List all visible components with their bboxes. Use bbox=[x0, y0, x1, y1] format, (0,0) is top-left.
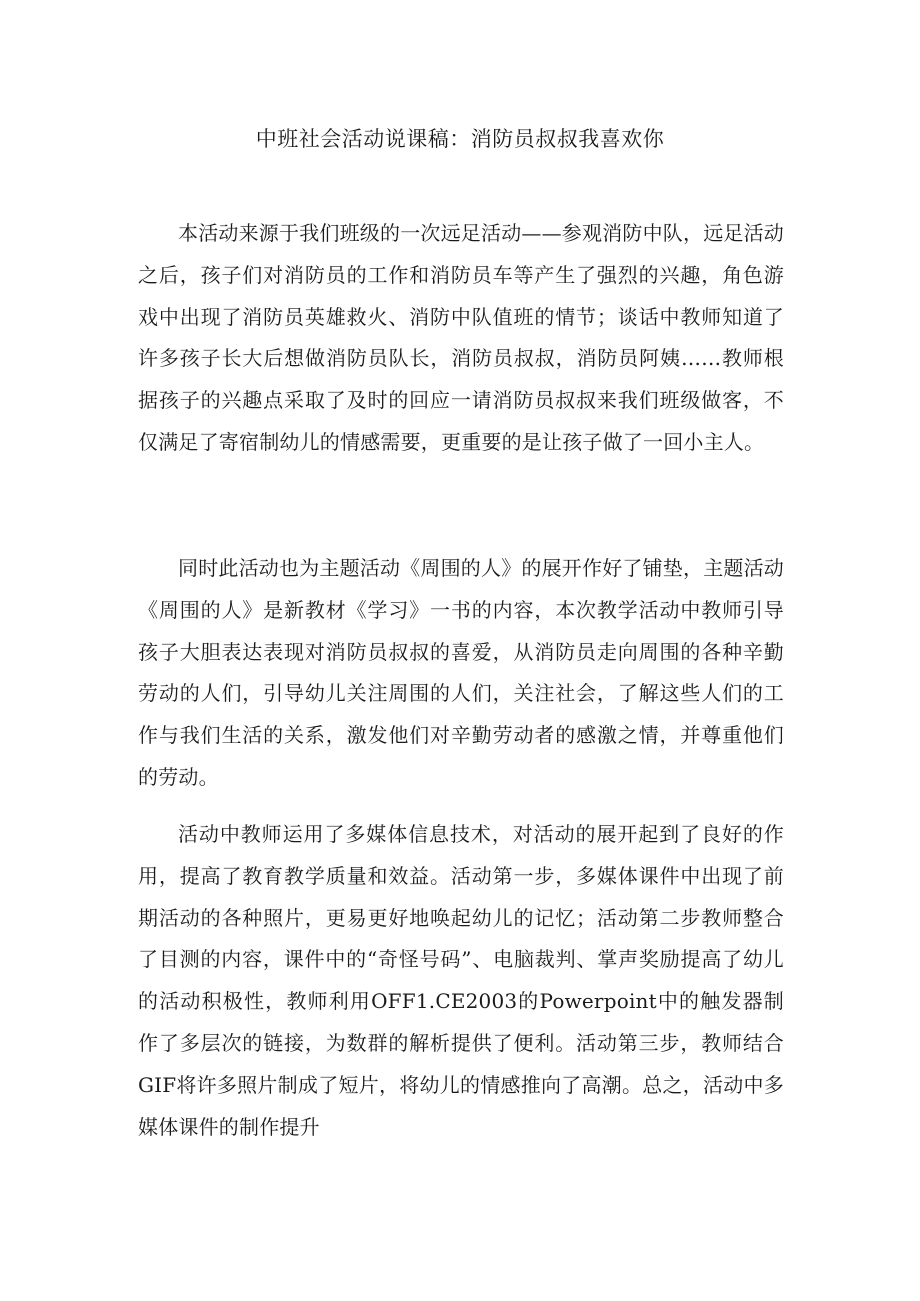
paragraph-theme: 同时此活动也为主题活动《周围的人》的展开作好了铺垫，主题活动《周围的人》是新教材《学习》一书的内容，本次教学活动中教师引导孩子大胆表达表现对消防员叔叔的喜爱，从消防员走向周围的各种辛勤劳动的人们，引导幼儿关注周围的人们，关注社会，了解这些人们的工作与我们生活的关系，激发他们对辛勤劳动者的感激之情，并尊重他们的劳动。 bbox=[138, 556, 784, 789]
document-title: 中班社会活动说课稿：消防员叔叔我喜欢你 bbox=[255, 127, 665, 151]
paragraph-multimedia: 活动中教师运用了多媒体信息技术，对活动的展开起到了良好的作用，提高了教育教学质量和效益。活动第一步，多媒体课件中出现了前期活动的各种照片，更易更好地唤起幼儿的记忆；活动第二步教师整合了目测的内容，课件中的“奇怪号码”、电脑裁判、掌声奖励提高了幼儿的活动积极性，教师利用OFF1.CE2003的Powerpoint中的触发器制作了多层次的链接，为数群的解析提供了便利。活动第三步，教师结合GIF将许多照片制成了短片，将幼儿的情感推向了高潮。总之，活动中多媒体课件的制作提升 bbox=[138, 822, 784, 1139]
paragraph-origin: 本活动来源于我们班级的一次远足活动——参观消防中队，远足活动之后，孩子们对消防员的工作和消防员车等产生了强烈的兴趣，角色游戏中出现了消防员英雄救火、消防中队值班的情节；谈话中教师知道了许多孩子长大后想做消防员队长，消防员叔叔，消防员阿姨……教师根据孩子的兴趣点采取了及时的回应一请消防员叔叔来我们班级做客，不仅满足了寄宿制幼儿的情感需要，更重要的是让孩子做了一回小主人。 bbox=[138, 221, 784, 454]
